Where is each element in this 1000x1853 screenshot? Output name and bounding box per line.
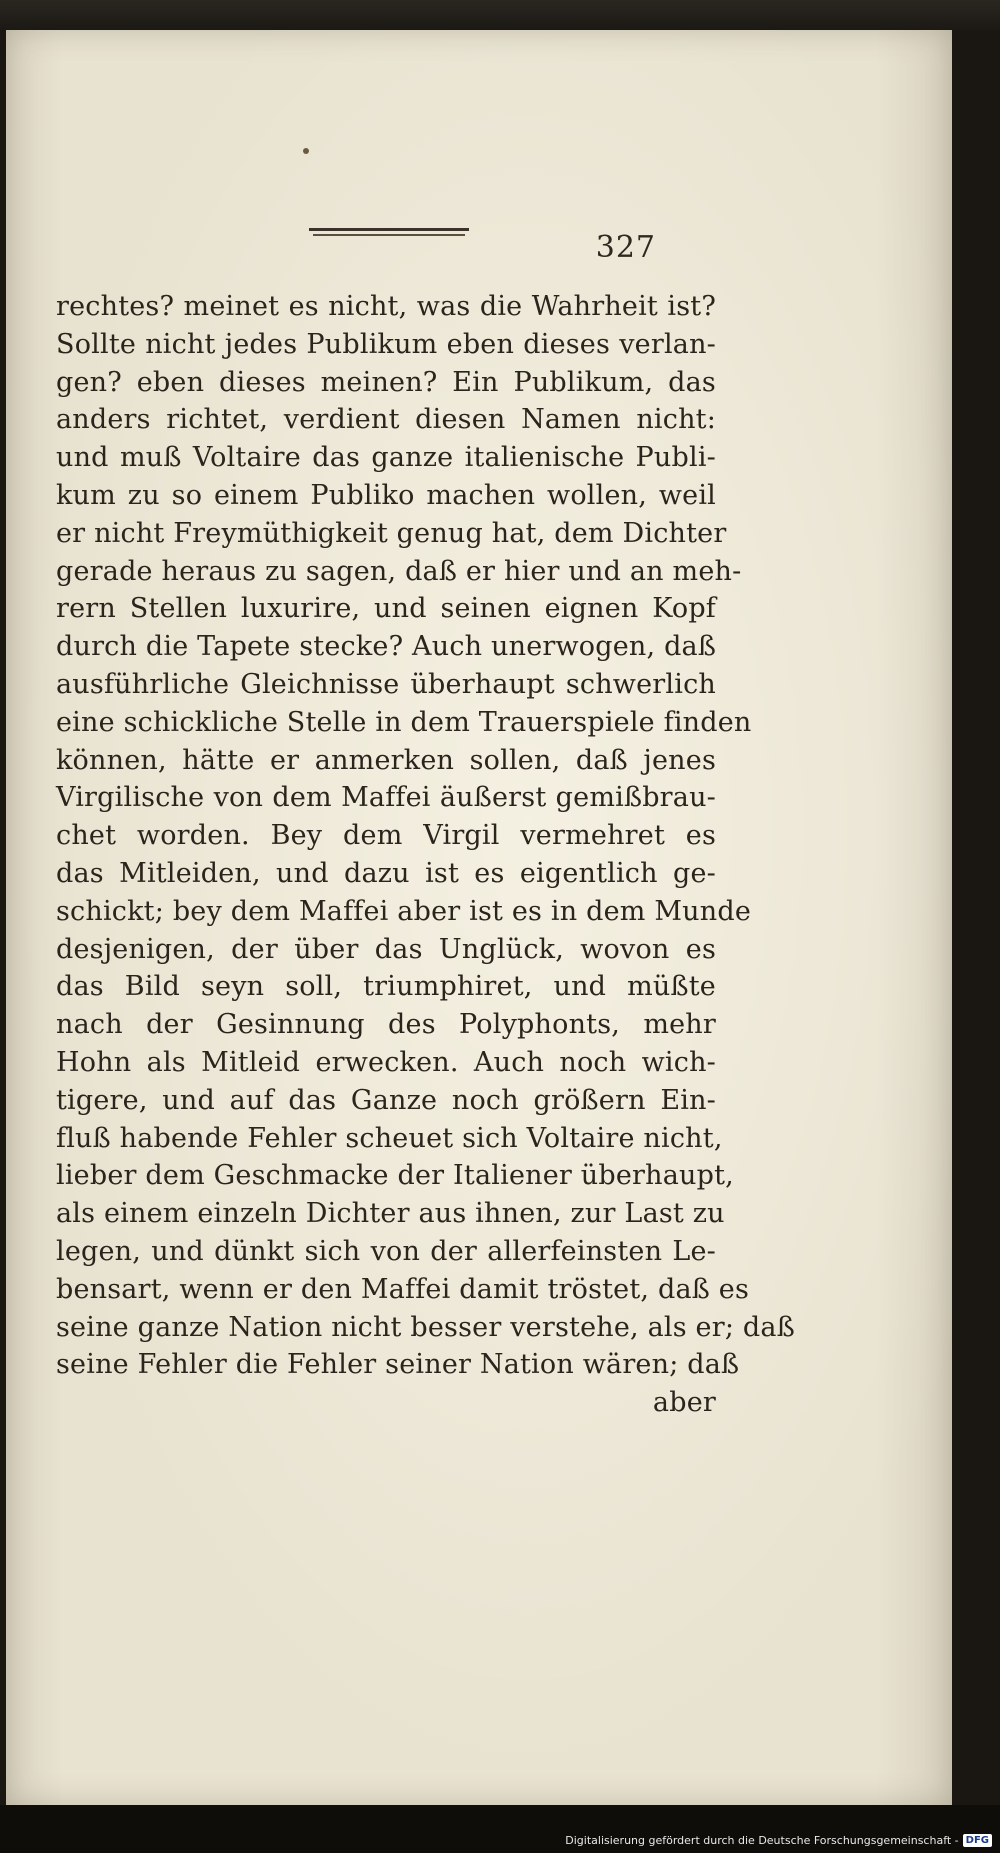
text-line: chet worden. Bey dem Virgil vermehret es <box>56 820 716 852</box>
text-line: rern Stellen luxurire, und seinen eignen Kopf <box>56 593 716 625</box>
text-line: bensart, wenn er den Maffei damit tröstet, daß es <box>56 1273 750 1305</box>
text-line: rechtes? meinet es nicht, was die Wahrheit ist? <box>56 291 716 322</box>
scan-footer-strip <box>0 1805 1000 1853</box>
scan-frame-top <box>0 0 1000 30</box>
text-line: anders richtet, verdient diesen Namen nicht: <box>56 404 716 436</box>
header-ornament-rule <box>309 228 469 238</box>
text-line: nach der Gesinnung des Polyphonts, mehr <box>56 1009 716 1041</box>
text-line: fluß habende Fehler scheuet sich Voltaire nicht, <box>56 1122 723 1154</box>
text-line: lieber dem Geschmacke der Italiener überhaupt, <box>56 1160 734 1192</box>
text-line: Hohn als Mitleid erwecken. Auch noch wich- <box>56 1046 716 1078</box>
text-line: seine Fehler die Fehler seiner Nation wären; daß <box>56 1349 740 1381</box>
text-line: kum zu so einem Publiko machen wollen, weil <box>56 479 716 511</box>
credit-text: Digitalisierung gefördert durch die Deutsche Forschungsgemeinschaft - <box>565 1834 959 1847</box>
body-text <box>56 288 795 1422</box>
text-line: können, hätte er anmerken sollen, daß jenes <box>56 744 716 776</box>
text-line: legen, und dünkt sich von der allerfeinsten Le- <box>56 1235 716 1267</box>
text-line: eine schickliche Stelle in dem Trauerspiele finden <box>56 706 752 738</box>
paper-speck <box>303 148 309 154</box>
digitization-credit <box>565 1834 992 1847</box>
text-line: schickt; bey dem Maffei aber ist es in dem Munde <box>56 895 752 927</box>
text-line: tigere, und auf das Ganze noch größern Ein- <box>56 1084 716 1116</box>
text-line: er nicht Freymüthigkeit genug hat, dem Dichter <box>56 517 727 549</box>
text-line: als einem einzeln Dichter aus ihnen, zur Last zu <box>56 1198 725 1230</box>
text-line: gen? eben dieses meinen? Ein Publikum, das <box>56 366 716 398</box>
book-page <box>6 30 952 1805</box>
text-line: Sollte nicht jedes Publikum eben dieses verlan- <box>56 328 716 360</box>
page-number: 327 <box>595 230 656 265</box>
text-line: desjenigen, der über das Unglück, wovon es <box>56 933 716 965</box>
dfg-logo-icon: DFG <box>963 1834 992 1847</box>
text-line: durch die Tapete stecke? Auch unerwogen, daß <box>56 631 717 663</box>
text-line: seine ganze Nation nicht besser verstehe, als er; daß <box>56 1311 795 1343</box>
text-line: das Mitleiden, und dazu ist es eigentlich ge- <box>56 857 716 889</box>
text-line: ausführliche Gleichnisse überhaupt schwerlich <box>56 668 716 700</box>
text-line: und muß Voltaire das ganze italienische Publi- <box>56 442 716 474</box>
text-line: das Bild seyn soll, triumphiret, und müßte <box>56 971 716 1003</box>
catchword: aber <box>652 1387 716 1419</box>
text-line: Virgilische von dem Maffei äußerst gemißbrau- <box>56 782 716 814</box>
text-line: gerade heraus zu sagen, daß er hier und an meh- <box>56 555 742 587</box>
